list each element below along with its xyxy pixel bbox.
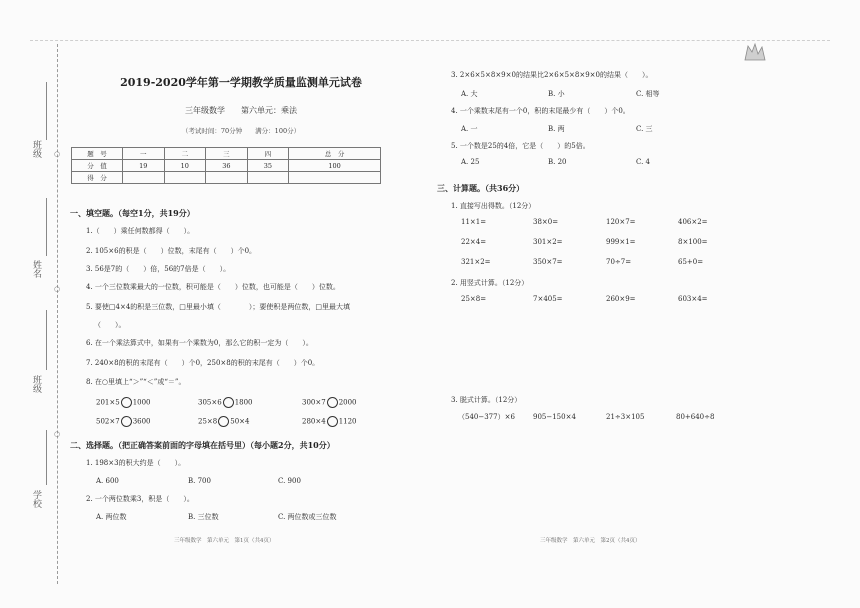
score-input-cell[interactable] [289,172,381,184]
score-table-values-row [72,160,381,172]
question: 5. 一个数是25的4倍，它是（ ）的5倍。 [451,142,590,150]
option: B. 700 [188,477,211,485]
question: 2. 105×6的积是（ ）位数，末尾有（ ）个0。 [86,247,257,255]
score-table-header-row [72,148,381,160]
exam-info: （考试时间：70分钟 满分：100分） [181,127,301,135]
calc-item: 603×4= [678,295,708,303]
compare-circle[interactable] [327,416,338,427]
score-header-cell: 三 [206,148,248,160]
calc-item: 8×100= [678,238,708,246]
sidebar-school-label: 学校 [31,490,41,508]
score-header-cell: 题 号 [72,148,123,160]
question: 7. 240×8的积的末尾有（ ）个0，250×8的积的末尾有（ ）个0。 [86,359,320,367]
compare-circle[interactable] [218,416,229,427]
score-label-cell: 得 分 [72,172,123,184]
score-input-cell[interactable] [123,172,165,184]
option: A. 一 [461,125,478,133]
part-title: 1. 直接写出得数。（12分） [451,202,536,210]
exam-title: 2019-2020学年第一学期教学质量监测单元试卷 [120,76,362,89]
top-divider [30,40,830,41]
calc-item: 11×1= [461,218,487,226]
compare-circle[interactable] [121,397,132,408]
score-value-cell: 分 值 [72,160,123,172]
score-header-cell: 总 分 [289,148,381,160]
option: C. 三 [636,125,653,133]
calc-item: 80+640÷8 [676,413,715,421]
compare-item: 25×8 50×4 [198,417,250,426]
sidebar-grade-rule [46,310,47,370]
option: A. 两位数 [96,513,127,521]
page-footer-left: 三年级数学 第六单元 第1页（共4页） [174,538,275,544]
question: 2. 一个两位数乘3，积是（ ）。 [86,495,194,503]
calc-item: 905−150×4 [533,413,576,421]
option: C. 4 [636,158,651,166]
option: C. 两位数或三位数 [278,513,337,521]
calc-item: 25×8= [461,295,487,303]
calc-item: 7×405= [533,295,563,303]
fold-mark: ○ [54,150,61,158]
compare-item: 502×7 3600 [96,417,151,426]
question: （ ）。 [94,321,126,329]
calc-item: 350×7= [533,258,563,266]
question: 3. 2×6×5×8×9×0的结果比2×6×5×8×9×0的结果（ ）。 [451,71,653,79]
calc-item: 999×1= [606,238,636,246]
question: 4. 一个三位数乘最大的一位数，积可能是（ ）位数，也可能是（ ）位数。 [86,283,340,291]
sidebar-school-rule [46,430,47,485]
calc-item: 70÷7= [606,258,632,266]
calc-item: 120×7= [606,218,636,226]
calc-item: 406×2= [678,218,708,226]
sidebar-name-rule [46,198,47,256]
score-header-cell: 二 [164,148,206,160]
compare-item: 300×7 2000 [302,398,357,407]
score-value-cell: 19 [123,160,165,172]
score-header-cell: 一 [123,148,165,160]
compare-item: 305×6 1800 [198,398,253,407]
question: 5. 要使□4×4的积是三位数，□里最小填（ ）；要使积是两位数，□里最大填 [86,303,351,311]
option: C. 900 [278,477,301,485]
score-header-cell: 四 [247,148,289,160]
option: A. 大 [461,90,478,98]
page-footer-right: 三年级数学 第六单元 第2页（共4页） [540,538,641,544]
section2-heading: 二、选择题。（把正确答案前面的字母填在括号里）（每小题2分，共10分） [70,440,335,450]
question: 6. 在一个乘法算式中，如果有一个乘数为0，那么它的积一定为（ ）。 [86,339,313,347]
calc-item: 38×0= [533,218,559,226]
compare-item: 280×4 1120 [302,417,357,426]
compare-circle[interactable] [327,397,338,408]
score-value-cell: 36 [206,160,248,172]
calc-item: 321×2= [461,258,491,266]
option: B. 两 [548,125,565,133]
sidebar-name-label: 姓名 [31,260,41,278]
binding-line [57,44,58,584]
score-input-cell[interactable] [164,172,206,184]
option: B. 20 [548,158,567,166]
sidebar-class-label: 班级 [31,140,41,158]
calc-item: （540−377）×6 [458,413,515,421]
exam-subtitle: 三年级数学 第六单元：乘法 [185,106,297,115]
score-value-cell: 100 [289,160,381,172]
calc-item: 260×9= [606,295,636,303]
question: 4. 一个乘数末尾有一个0，积的末尾最少有（ ）个0。 [451,107,630,115]
question: 3. 56是7的（ ）倍，56的7倍是（ ）。 [86,265,231,273]
score-value-cell: 10 [164,160,206,172]
option: B. 小 [548,90,565,98]
option: C. 相等 [636,90,660,98]
corner-stamp-icon [742,42,768,62]
question: 1.（ ）乘任何数都得（ ）。 [86,227,195,235]
compare-circle[interactable] [223,397,234,408]
score-input-cell[interactable] [206,172,248,184]
calc-item: 301×2= [533,238,563,246]
score-table-score-row [72,172,381,184]
score-input-cell[interactable] [247,172,289,184]
score-table [71,147,381,184]
calc-item: 21÷3×105 [606,413,645,421]
section3-heading: 三、计算题。（共36分） [437,183,525,193]
compare-circle[interactable] [121,416,132,427]
score-value-cell: 35 [247,160,289,172]
section1-heading: 一、填空题。（每空1分，共19分） [70,208,195,218]
question: 8. 在○里填上“＞”“＜”或“＝”。 [86,378,186,386]
option: B. 三位数 [188,513,219,521]
compare-item: 201×5 1000 [96,398,151,407]
calc-item: 65+0= [678,258,704,266]
question: 1. 198×3的积大约是（ ）。 [86,459,186,467]
option: A. 25 [461,158,480,166]
fold-mark: ○ [54,430,61,438]
fold-mark: ○ [54,285,61,293]
part-title: 2. 用竖式计算。（12分） [451,279,529,287]
calc-item: 22×4= [461,238,487,246]
sidebar-grade-label: 班级 [31,375,41,393]
sidebar-class-rule [46,82,47,140]
part-title: 3. 脱式计算。（12分） [451,396,522,404]
option: A. 600 [96,477,119,485]
